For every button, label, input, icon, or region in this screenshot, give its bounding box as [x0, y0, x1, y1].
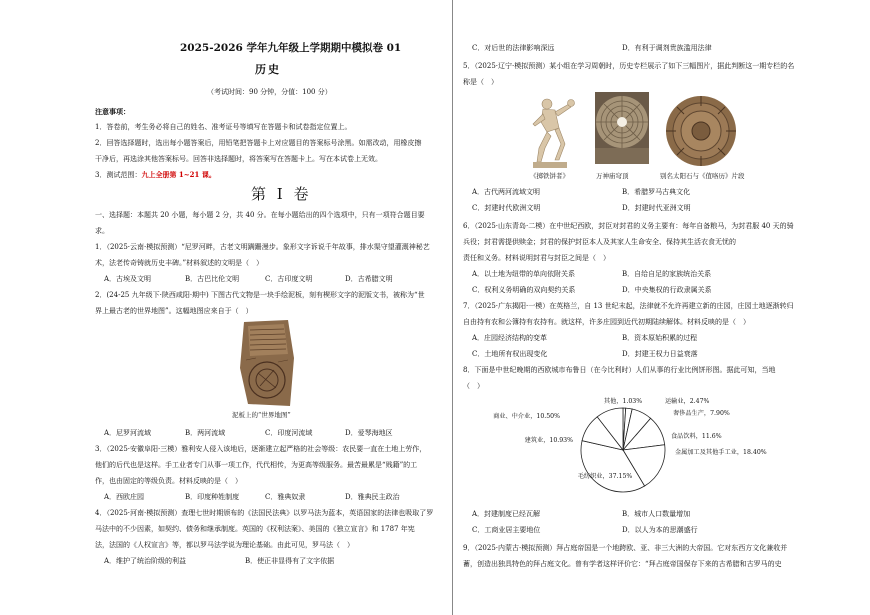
trade-ratio-pie-chart: [493, 392, 767, 502]
q5-caption-2: 万神庙穹顶: [596, 172, 629, 180]
q6-option-c: C．权利义务明确的双向契约关系: [472, 286, 576, 294]
notes-heading: 注意事项：: [95, 107, 130, 116]
q3-option-d: D．雅典民主政治: [345, 493, 400, 501]
q5-option-a: A．古代两河流域文明: [472, 188, 541, 196]
pie-slice-label: 奢侈品生产，7.90%: [673, 410, 730, 417]
q9-stem-line1: 9．（2025·内蒙古·模拟预测）拜占庭帝国是一个地跨欧、亚、非三大洲的大帝国。它对东西方文化兼收并: [463, 544, 788, 552]
q7-stem-line1: 7．（2025·广东揭阳·一模）在英格兰，自 13 世纪末起，法律就不允许再建立新的庄园，庄园土地逐渐转归: [463, 302, 794, 310]
exam-title: 2025-2026 学年九年级上学期期中模拟卷 01: [180, 42, 402, 54]
q3-option-c: C．雅典奴隶: [265, 493, 306, 501]
q3-stem-line3: 作，也由固定的等级负责。材料反映的是（ ）: [95, 477, 242, 485]
q6-option-b: B．自给自足的家族统治关系: [622, 270, 712, 278]
pie-slice-label: 运输业，2.47%: [665, 398, 710, 405]
note-2-line2: 干净后，再选涂其他答案标号。回答非选择题时，将答案写在答题卡上。写在本试卷上无效。: [95, 155, 382, 163]
q3-option-b: B．印度种姓制度: [185, 493, 240, 501]
note-3: 3．测试范围：九上全册第 1~21 课。: [95, 170, 216, 179]
discobolus-image: [525, 92, 577, 170]
q6-option-d: D．中央集权的行政隶属关系: [622, 286, 712, 294]
pie-slice-label: 商业、中介业，10.50%: [493, 413, 560, 420]
q5-option-c: C．封建时代欧洲文明: [472, 204, 541, 212]
pie-slice-label: 食品饮料，11.6%: [671, 433, 722, 440]
q2-stem-line2: 界上最古老的世界地图”。这幅地图应来自于（ ）: [95, 307, 253, 315]
q8-stem-line2: （ ）: [463, 382, 484, 390]
part1-instructions-line2: 求。: [95, 227, 109, 235]
q3-stem-line2: 他们的后代也是这样。手工业者专门从事一项工作，代代相传，为更高等级服务。最苦最累是“贱籍”的工: [95, 461, 418, 469]
q8-option-d: D．以人为本的思潮盛行: [622, 526, 698, 534]
q8-stem-line1: 8．下面是中世纪晚期的西欧城市布鲁日（在今比利时）人们从事的行业比例饼形图。据此可知，当地: [463, 366, 776, 374]
q7-option-c: C．土地所有权出现变化: [472, 350, 548, 358]
q1-stem-line2: 术，法老传奇铸就历史丰碑。”材料叙述的文明是（ ）: [95, 259, 264, 267]
sun-stone-image: [663, 94, 739, 168]
pie-slice-label: 毛纺织业，37.15%: [577, 473, 633, 480]
q4-stem-line2: 马法中的不少因素，如契约、债务和继承制度。英国的《权利法案》、美国的《独立宣言》和 1787 年宪: [95, 525, 415, 533]
q4-option-b: B．使正非显得有了文字依据: [245, 557, 335, 565]
q5-option-d: D．封建时代亚洲文明: [622, 204, 691, 212]
note-1: 1．答卷前，考生务必将自己的姓名、准考证号等填写在答题卡和试卷指定位置上。: [95, 123, 352, 131]
q1-option-c: C．古印度文明: [265, 275, 313, 283]
column-divider: [452, 0, 453, 615]
pie-slice-label: 金属加工及其他手工业，18.40%: [675, 449, 767, 456]
note-2-line1: 2．回答选择题时，选出每小题答案后，用铅笔把答题卡上对应题目的答案标号涂黑。如需改动，用橡皮擦: [95, 139, 422, 147]
q6-stem-line3: 责任和义务。材料说明封君与封臣之间是（ ）: [463, 254, 610, 262]
q2-option-b: B．两河流域: [185, 429, 226, 437]
q4-option-c: C．对后世的法律影响深远: [472, 44, 555, 52]
q4-stem-line3: 法，法国的《人权宣言》等，都以罗马法学说为理论基础。由此可见，罗马法（ ）: [95, 541, 354, 549]
q3-option-a: A．西欧庄园: [104, 493, 145, 501]
q4-option-a: A．维护了统治阶级的利益: [104, 557, 187, 565]
pie-slice-label: 建筑业，10.93%: [524, 437, 573, 444]
q8-option-b: B．城市人口数量增加: [622, 510, 691, 518]
q6-stem-line2: 兵役；封君需提供赎金；封君的保护封臣本人及其家人生命安全、保持其生活衣食无忧的: [463, 238, 736, 246]
q3-stem-line1: 3．（2025·安徽阜阳·三模）雅利安人侵入该地后，逐渐建立起严格的社会等级：农民要一直在土地上劳作，: [95, 445, 427, 453]
q5-stem-line2: 称是（ ）: [463, 78, 498, 86]
subject-title: 历史: [255, 63, 281, 76]
q5-caption-1: 《掷铁饼者》: [530, 172, 569, 180]
q7-option-b: B．资本原始积累的过程: [622, 334, 698, 342]
q2-image-caption: 泥板上的“世界地图”: [232, 411, 291, 419]
q6-stem-line1: 6．（2025·山东青岛·二模）在中世纪西欧，封臣对封君的义务主要有：每年自备粮马，为封君服 40 天的骑: [463, 222, 794, 230]
q4-option-d: D．有利于调剂贵族滥用法律: [622, 44, 712, 52]
part1-instructions-line1: 一、选择题：本题共 20 小题，每小题 2 分，共 40 分。在每小题给出的四个选项中，只有一项符合题目要: [95, 211, 425, 219]
q2-option-a: A．尼罗河流域: [104, 429, 152, 437]
q6-option-a: A．以土地为纽带的单向依附关系: [472, 270, 576, 278]
pie-slice-label: 其他，1.03%: [603, 398, 643, 405]
q5-stem-line1: 5．（2025·辽宁·模拟预测）某小组在学习周朝时，历史专栏展示了如下三幅图片，据此判断这一期专栏的名: [463, 62, 795, 70]
q1-option-a: A．古埃及文明: [104, 275, 152, 283]
section-title: 第 I 卷: [251, 185, 312, 203]
clay-tablet-image: [238, 318, 296, 408]
q1-option-d: D．古希腊文明: [345, 275, 393, 283]
q8-option-a: A．封建制度已经瓦解: [472, 510, 541, 518]
q4-stem-line1: 4．（2025·河南·模拟预测）查理七世时期颁布的《法国民法典》以罗马法为蓝本，英语国家的法律也吸取了罗: [95, 509, 434, 517]
q2-option-d: D．爱琴海地区: [345, 429, 393, 437]
exam-meta: （考试时间：90 分钟，分值：100 分）: [207, 88, 332, 96]
q7-option-a: A．庄园经济结构的变革: [472, 334, 548, 342]
q5-caption-3: 别名太阳石与《值咯历》片段: [660, 172, 745, 180]
q9-stem-line2: 蓄，创造出独具特色的拜占庭文化。曾有学者这样评价它：“拜占庭帝国保存下来的古希腊和古罗马的史: [463, 560, 782, 568]
pantheon-dome-image: [595, 92, 649, 164]
q7-stem-line2: 自由持有农和公簿持有农持有。就这样，许多庄园到近代初期陆续解体。材料反映的是（ ）: [463, 318, 750, 326]
q8-option-c: C．工商业居主要地位: [472, 526, 541, 534]
q2-option-c: C．印度河流域: [265, 429, 313, 437]
q1-stem-line1: 1．（2025·云南·模拟预测）“尼罗河畔，古老文明蹒跚漫步。象形文字诉说千年故事，排水渠守望灌溉神秘艺: [95, 243, 430, 251]
q7-option-d: D．封建王权力日益衰落: [622, 350, 698, 358]
q2-stem-line1: 2．(24-25 九年级下·陕西咸阳·期中) 下图古代文物是一块手绘泥板，刻有楔形文字的泥版文书，被称为“世: [95, 291, 425, 299]
q1-option-b: B．古巴比伦文明: [185, 275, 240, 283]
q5-option-b: B．希腊罗马古典文化: [622, 188, 691, 196]
test-range: 九上全册第 1~21 课。: [141, 170, 216, 179]
